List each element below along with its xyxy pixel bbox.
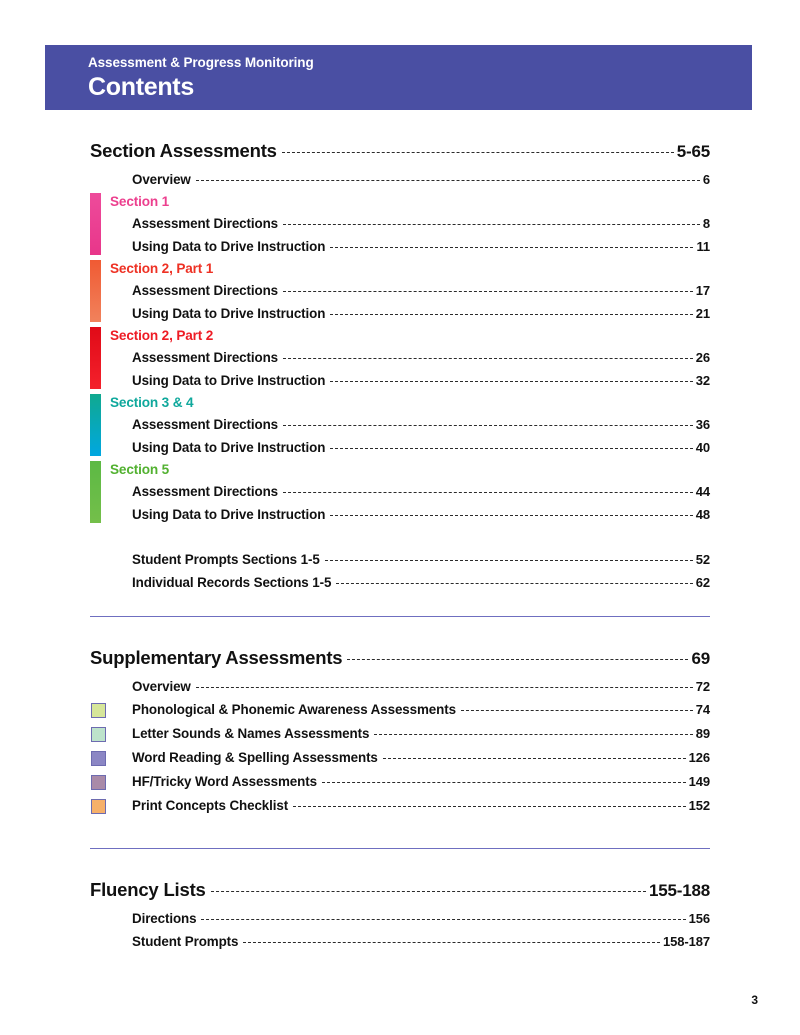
toc-heading-page: 155-188 bbox=[649, 881, 710, 900]
leader-dashes bbox=[374, 733, 692, 735]
toc-row-label: Phonological & Phonemic Awareness Assessments bbox=[132, 702, 456, 717]
page-header-banner bbox=[45, 45, 752, 110]
toc-heading-label: Fluency Lists bbox=[90, 879, 206, 900]
toc-row-label: Student Prompts Sections 1-5 bbox=[132, 552, 320, 567]
toc-row-label: Overview bbox=[132, 679, 191, 694]
toc-content bbox=[90, 140, 710, 953]
page-title: Contents bbox=[88, 73, 194, 101]
toc-heading-label: Section Assessments bbox=[90, 140, 277, 161]
toc-row-label: Assessment Directions bbox=[132, 350, 279, 365]
toc-row-page: 158-187 bbox=[662, 934, 710, 949]
toc-row-page: 149 bbox=[688, 774, 710, 789]
toc-row-page: 89 bbox=[695, 726, 710, 741]
leader-dashes bbox=[293, 805, 686, 807]
toc-heading-supplementary-assessments[interactable] bbox=[90, 647, 710, 669]
toc-row-page: 126 bbox=[688, 750, 710, 765]
color-swatch bbox=[91, 799, 106, 814]
toc-row-page: 156 bbox=[688, 911, 710, 926]
toc-row-hf-tricky-word[interactable] bbox=[90, 770, 710, 794]
toc-row-phonological-phonemic[interactable] bbox=[90, 698, 710, 722]
toc-row-page: 17 bbox=[695, 283, 710, 298]
toc-row-label: Assessment Directions bbox=[132, 484, 279, 499]
toc-row-page: 32 bbox=[695, 373, 710, 388]
leader-dashes bbox=[283, 491, 693, 493]
section-group-label: Section 2, Part 1 bbox=[110, 261, 214, 276]
toc-row-label: Word Reading & Spelling Assessments bbox=[132, 750, 378, 765]
spacer bbox=[90, 594, 710, 616]
toc-row-label: Using Data to Drive Instruction bbox=[132, 373, 326, 388]
toc-heading-section-assessments[interactable] bbox=[90, 140, 710, 162]
toc-group-section-3-and-4 bbox=[90, 392, 710, 459]
leader-dashes bbox=[283, 290, 693, 292]
toc-row-label: Assessment Directions bbox=[132, 417, 279, 432]
toc-row-assessment-directions[interactable] bbox=[90, 346, 710, 369]
section-group-label: Section 3 & 4 bbox=[110, 395, 194, 410]
toc-row-letter-sounds-names[interactable] bbox=[90, 722, 710, 746]
page-number: 3 bbox=[751, 993, 758, 1007]
toc-row-using-data[interactable] bbox=[90, 436, 710, 459]
spacer bbox=[90, 849, 710, 879]
toc-row-label: Using Data to Drive Instruction bbox=[132, 306, 326, 321]
toc-row-label: Using Data to Drive Instruction bbox=[132, 507, 326, 522]
leader-dashes bbox=[283, 424, 693, 426]
toc-row-label: Print Concepts Checklist bbox=[132, 798, 289, 813]
toc-row-page: 52 bbox=[695, 552, 710, 567]
toc-row-page: 40 bbox=[695, 440, 710, 455]
toc-row-overview[interactable] bbox=[132, 168, 710, 191]
toc-row-student-prompts-sections[interactable] bbox=[132, 548, 710, 571]
leader-dashes bbox=[196, 686, 693, 688]
toc-group-section-5 bbox=[90, 459, 710, 526]
section-group-label: Section 1 bbox=[110, 194, 170, 209]
color-swatch bbox=[91, 775, 106, 790]
toc-row-page: 6 bbox=[702, 172, 710, 187]
leader-dashes bbox=[243, 941, 660, 943]
toc-row-page: 74 bbox=[695, 702, 710, 717]
section-group-label: Section 5 bbox=[110, 462, 170, 477]
toc-row-page: 48 bbox=[695, 507, 710, 522]
leader-dashes bbox=[196, 179, 700, 181]
toc-row-print-concepts-checklist[interactable] bbox=[90, 794, 710, 818]
leader-dashes bbox=[330, 313, 692, 315]
toc-group-section-2-part-2 bbox=[90, 325, 710, 392]
toc-row-word-reading-spelling[interactable] bbox=[90, 746, 710, 770]
color-swatch bbox=[91, 751, 106, 766]
toc-row-page: 152 bbox=[688, 798, 710, 813]
leader-dashes bbox=[322, 781, 686, 783]
spacer bbox=[90, 526, 710, 548]
section-group-label: Section 2, Part 2 bbox=[110, 328, 214, 343]
toc-row-fluency-directions[interactable] bbox=[132, 907, 710, 930]
toc-row-individual-records-sections[interactable] bbox=[132, 571, 710, 594]
leader-dashes bbox=[325, 559, 693, 561]
toc-row-page: 8 bbox=[702, 216, 710, 231]
toc-row-label: Overview bbox=[132, 172, 191, 187]
toc-row-label: Assessment Directions bbox=[132, 283, 279, 298]
toc-heading-page: 5-65 bbox=[676, 142, 710, 161]
toc-row-assessment-directions[interactable] bbox=[90, 212, 710, 235]
toc-row-label: Directions bbox=[132, 911, 197, 926]
toc-heading-page: 69 bbox=[691, 649, 710, 668]
leader-dashes bbox=[383, 757, 686, 759]
toc-row-label: Individual Records Sections 1-5 bbox=[132, 575, 332, 590]
leader-dashes bbox=[330, 514, 692, 516]
leader-dashes bbox=[283, 223, 700, 225]
leader-dashes bbox=[201, 918, 685, 920]
toc-group-section-2-part-1 bbox=[90, 258, 710, 325]
toc-row-label: Student Prompts bbox=[132, 934, 239, 949]
toc-row-label: Using Data to Drive Instruction bbox=[132, 239, 326, 254]
spacer bbox=[90, 818, 710, 848]
toc-row-page: 44 bbox=[695, 484, 710, 499]
header-subtitle: Assessment & Progress Monitoring bbox=[88, 55, 314, 70]
leader-dashes bbox=[211, 890, 646, 892]
toc-heading-label: Supplementary Assessments bbox=[90, 647, 343, 668]
toc-row-supplementary-overview[interactable] bbox=[132, 675, 710, 698]
color-swatch bbox=[91, 703, 106, 718]
leader-dashes bbox=[330, 380, 692, 382]
leader-dashes bbox=[461, 709, 693, 711]
toc-row-label: HF/Tricky Word Assessments bbox=[132, 774, 317, 789]
toc-row-label: Letter Sounds & Names Assessments bbox=[132, 726, 370, 741]
toc-row-page: 72 bbox=[695, 679, 710, 694]
toc-row-label: Assessment Directions bbox=[132, 216, 279, 231]
toc-row-page: 11 bbox=[696, 239, 710, 254]
leader-dashes bbox=[282, 151, 674, 153]
toc-row-page: 26 bbox=[695, 350, 710, 365]
toc-row-using-data[interactable] bbox=[90, 302, 710, 325]
toc-row-using-data[interactable] bbox=[90, 503, 710, 526]
toc-row-using-data[interactable] bbox=[90, 235, 710, 258]
leader-dashes bbox=[330, 246, 693, 248]
leader-dashes bbox=[283, 357, 693, 359]
toc-row-page: 21 bbox=[695, 306, 710, 321]
leader-dashes bbox=[347, 658, 688, 660]
toc-row-page: 62 bbox=[695, 575, 710, 590]
color-swatch bbox=[91, 727, 106, 742]
toc-heading-fluency-lists[interactable] bbox=[90, 879, 710, 901]
toc-row-label: Using Data to Drive Instruction bbox=[132, 440, 326, 455]
toc-row-assessment-directions[interactable] bbox=[90, 413, 710, 436]
toc-row-page: 36 bbox=[695, 417, 710, 432]
spacer bbox=[90, 617, 710, 647]
toc-group-section-1 bbox=[90, 191, 710, 258]
toc-row-assessment-directions[interactable] bbox=[90, 279, 710, 302]
toc-row-assessment-directions[interactable] bbox=[90, 480, 710, 503]
leader-dashes bbox=[330, 447, 692, 449]
toc-row-using-data[interactable] bbox=[90, 369, 710, 392]
toc-row-fluency-student-prompts[interactable] bbox=[132, 930, 710, 953]
leader-dashes bbox=[336, 582, 692, 584]
